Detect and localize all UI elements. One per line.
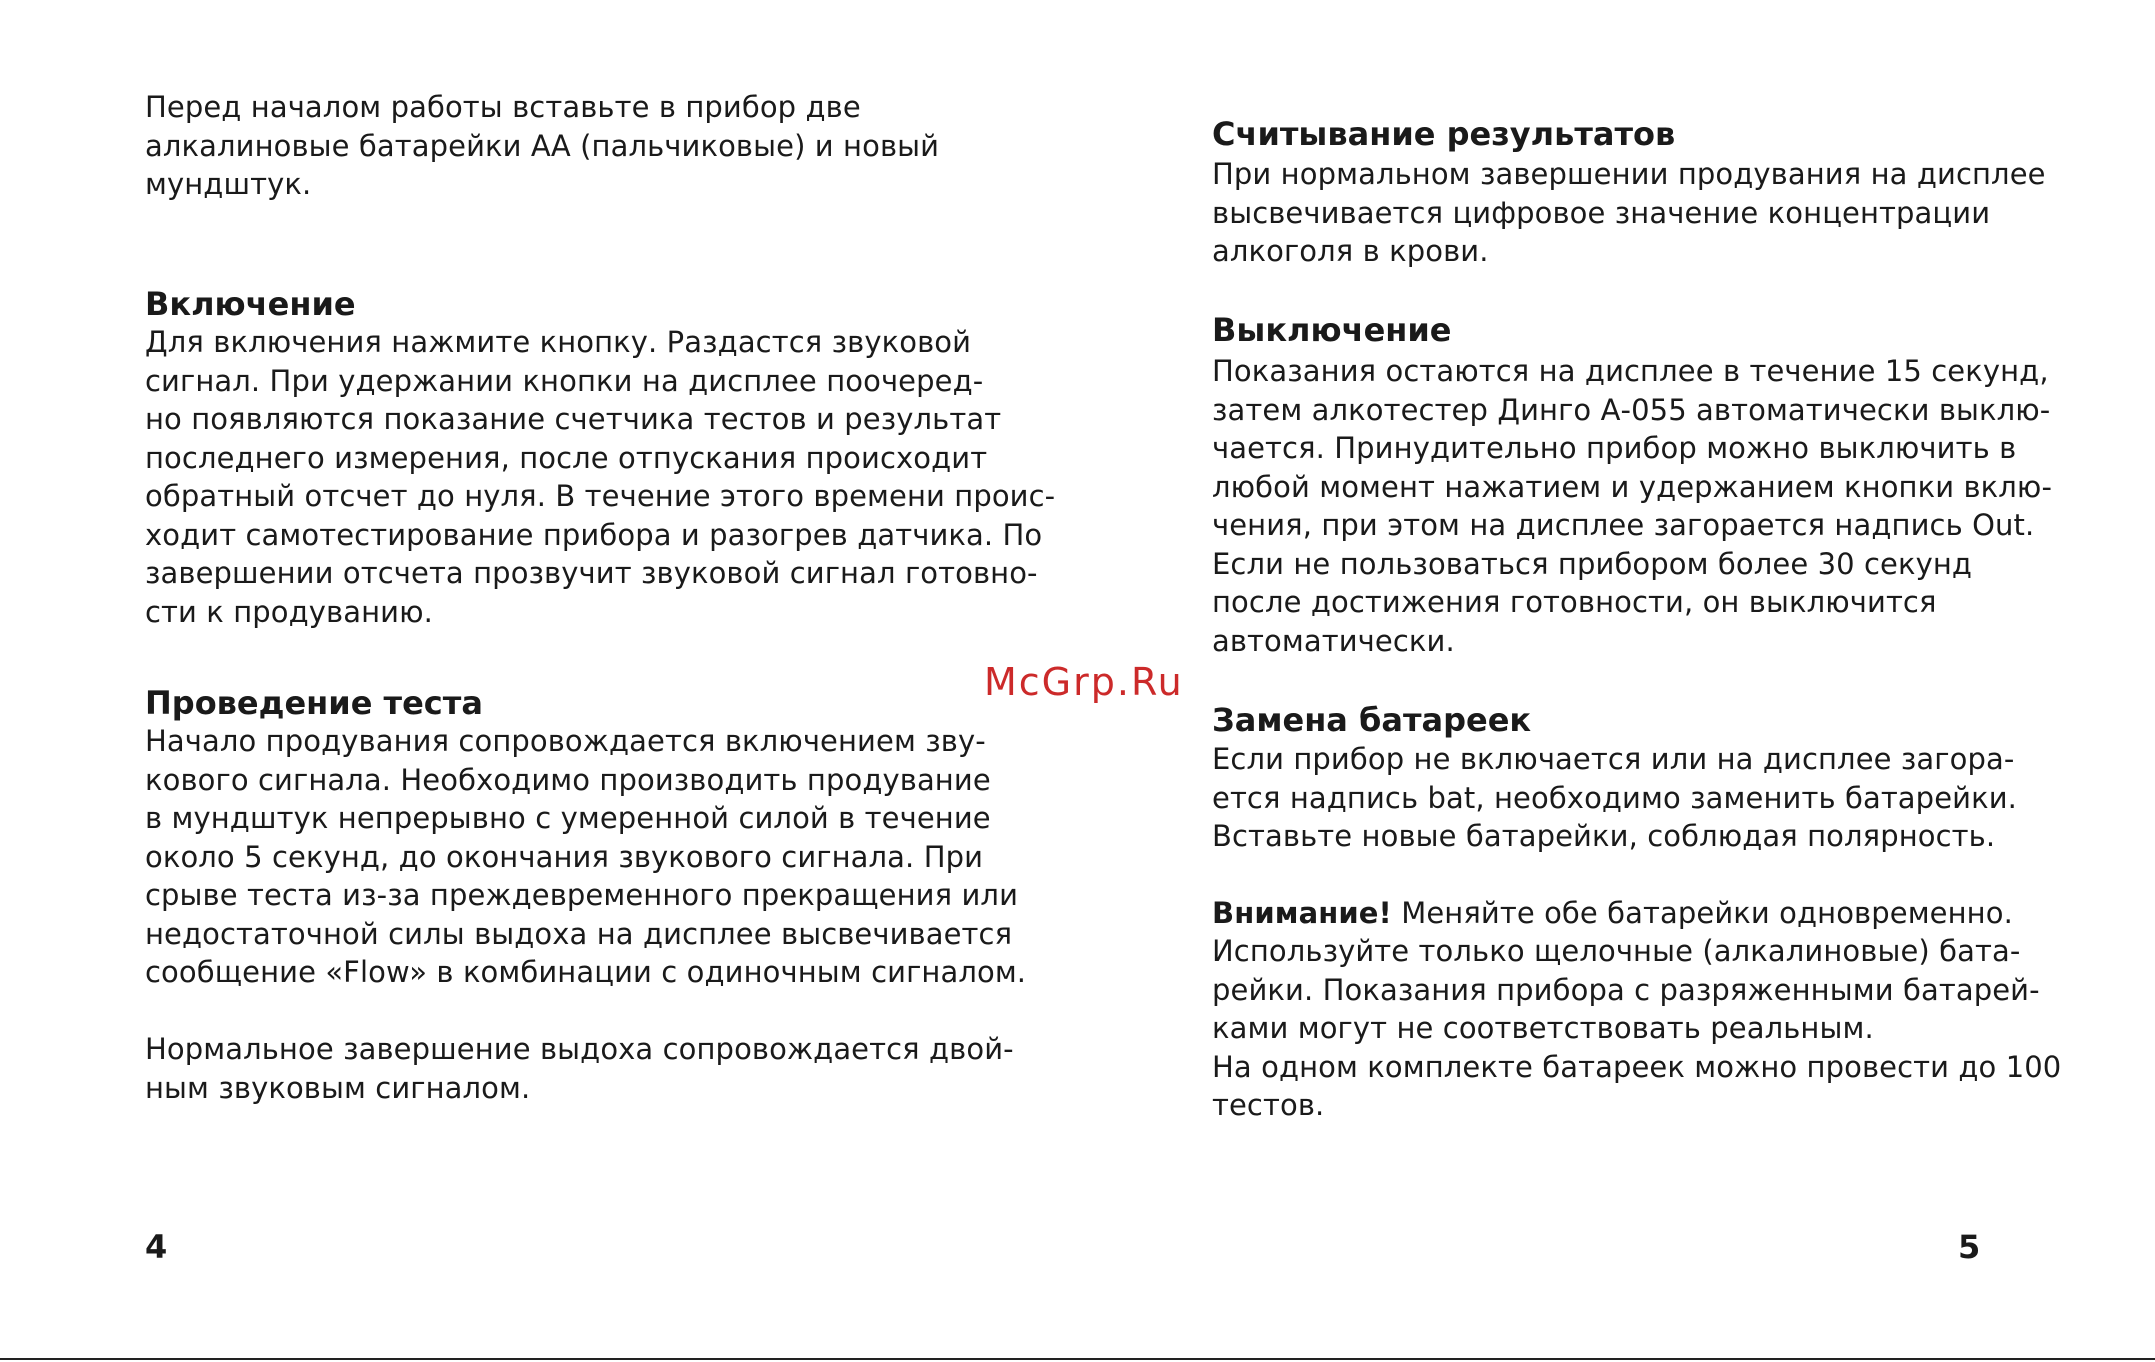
power-off-heading: Выключение	[1212, 311, 1452, 349]
battery-paragraph	[1212, 740, 2017, 856]
text-line: Нормальное завершение выдоха сопровождается двой-	[145, 1032, 1014, 1066]
text-line: Перед началом работы вставьте в прибор две	[145, 90, 861, 124]
text-line: При нормальном завершении продувания на дисплее	[1212, 157, 2046, 191]
reading-heading: Считывание результатов	[1212, 115, 1676, 153]
text-line: завершении отсчета прозвучит звуковой сигнал готовно-	[145, 556, 1038, 590]
text-line: Для включения нажмите кнопку. Раздастся звуковой	[145, 325, 972, 359]
watermark-text: McGrp.Ru	[984, 660, 1184, 704]
text-line: после достижения готовности, он выключится	[1212, 585, 1937, 619]
text-line: алкалиновые батарейки АА (пальчиковые) и новый	[145, 128, 940, 163]
text-line: автоматически.	[1212, 623, 1455, 658]
text-line: Используйте только щелочные (алкалиновые) бата-	[1212, 934, 2021, 968]
text-line: Если не пользоваться прибором более 30 секунд	[1212, 546, 1973, 581]
power-on-heading: Включение	[145, 285, 356, 323]
text-line: обратный отсчет до нуля. В течение этого времени проис-	[145, 479, 1056, 513]
battery-heading: Замена батареек	[1212, 701, 1532, 739]
page-number-left: 4	[145, 1228, 168, 1266]
test-paragraph	[145, 722, 1026, 992]
text-line: затем алкотестер Динго А-055 автоматически выклю-	[1212, 392, 2051, 427]
intro-paragraph	[145, 88, 939, 204]
bottom-divider	[0, 1358, 2155, 1360]
warning-first-line-text: Меняйте обе батарейки одновременно.	[1391, 896, 2013, 930]
text-line: кового сигнала. Необходимо производить продувание	[145, 762, 991, 797]
text-line: около 5 секунд, до окончания звукового сигнала. При	[145, 839, 984, 874]
text-line: сообщение «Flow» в комбинации с одиночным сигналом.	[145, 955, 1027, 989]
power-off-paragraph	[1212, 352, 2052, 660]
warning-paragraph	[1212, 932, 2061, 1125]
text-line: ным звуковым сигналом.	[145, 1070, 531, 1105]
text-line: сигнал. При удержании кнопки на дисплее поочеред-	[145, 363, 984, 398]
text-line: ками могут не соответствовать реальным.	[1212, 1011, 1874, 1045]
text-line: высвечивается цифровое значение концентрации	[1212, 195, 1991, 230]
text-line: алкоголя в крови.	[1212, 234, 1489, 268]
text-line: чения, при этом на дисплее загорается надпись Out.	[1212, 508, 2035, 542]
text-line: Показания остаются на дисплее в течение 15 секунд,	[1212, 354, 2049, 388]
reading-paragraph	[1212, 155, 2046, 271]
text-line: На одном комплекте батареек можно провести до 100	[1212, 1049, 2062, 1084]
text-line: мундштук.	[145, 167, 312, 201]
page-number-right: 5	[1958, 1228, 1981, 1266]
text-line: чается. Принудительно прибор можно выключить в	[1212, 431, 2017, 465]
power-on-paragraph	[145, 323, 1055, 631]
text-line: Если прибор не включается или на дисплее загора-	[1212, 742, 2015, 776]
text-line: Начало продувания сопровождается включением зву-	[145, 724, 986, 758]
test-paragraph-2	[145, 1030, 1014, 1107]
text-line: любой момент нажатием и удержанием кнопки вклю-	[1212, 469, 2053, 504]
text-line: но появляются показание счетчика тестов и результат	[145, 402, 1002, 436]
text-line: ется надпись bat, необходимо заменить батарейки.	[1212, 780, 2017, 815]
text-line: сти к продуванию.	[145, 594, 433, 629]
warning-label: Внимание!	[1212, 896, 1392, 930]
text-line: в мундштук непрерывно с умеренной силой в течение	[145, 801, 991, 835]
text-line: недостаточной силы выдоха на дисплее высвечивается	[145, 916, 1013, 951]
text-line: рейки. Показания прибора с разряженными батарей-	[1212, 972, 2040, 1007]
test-heading: Проведение теста	[145, 684, 483, 722]
text-line: Вставьте новые батарейки, соблюдая полярность.	[1212, 819, 1996, 853]
warning-first-line	[1212, 894, 2013, 933]
text-line: тестов.	[1212, 1088, 1325, 1122]
text-line: ходит самотестирование прибора и разогрев датчика. По	[145, 517, 1043, 552]
text-line: срыве теста из-за преждевременного прекращения или	[145, 878, 1019, 912]
text-line: последнего измерения, после отпускания происходит	[145, 440, 988, 475]
